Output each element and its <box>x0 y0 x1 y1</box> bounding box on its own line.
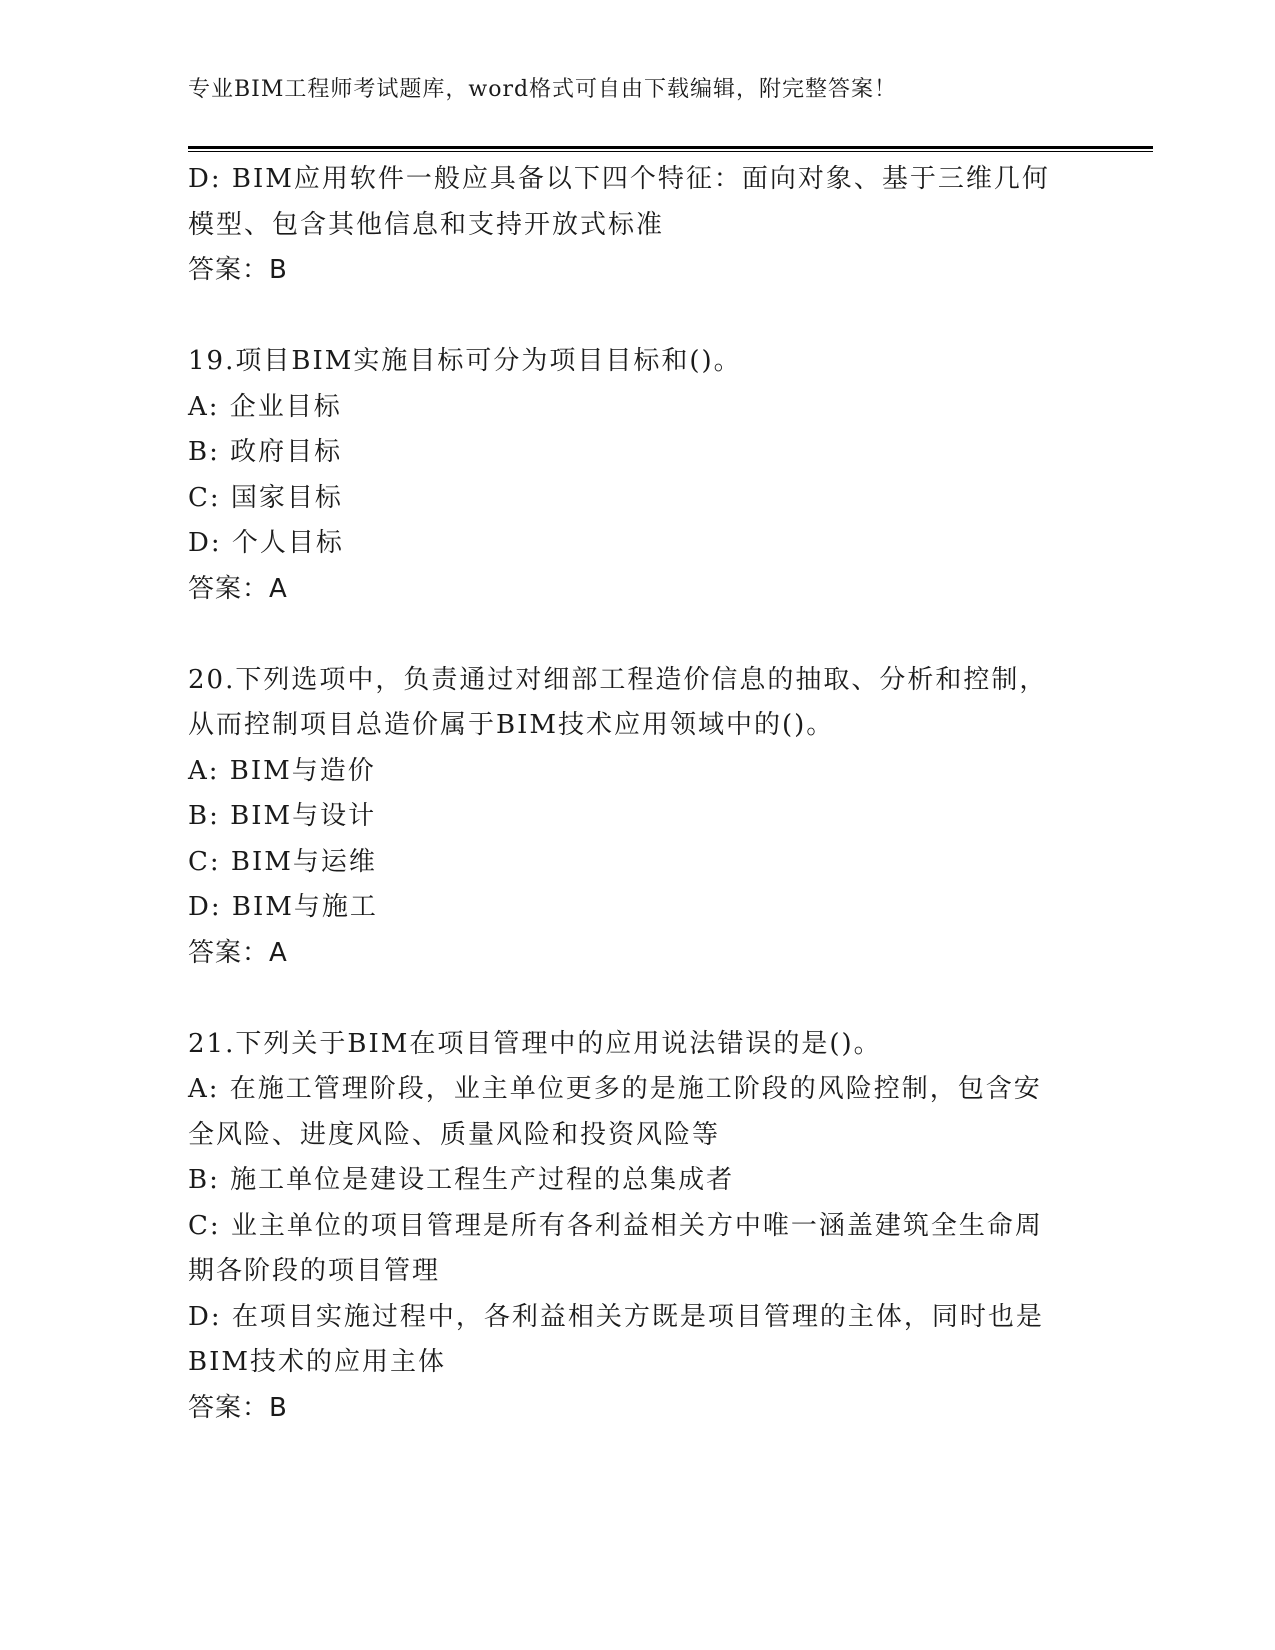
question-block-21 <box>188 1022 1088 1432</box>
option-d: D: 在项目实施过程中，各利益相关方既是项目管理的主体，同时也是 <box>188 1301 1044 1332</box>
page-header: 专业BIM工程师考试题库，word格式可自由下载编辑，附完整答案！ <box>188 77 898 102</box>
block-gap <box>188 294 1088 340</box>
option-a: A: BIM与造价 <box>188 755 376 786</box>
option-line: 模型、包含其他信息和支持开放式标准 <box>188 209 665 240</box>
question-block-19 <box>188 339 1088 612</box>
option-c: C: 业主单位的项目管理是所有各利益相关方中唯一涵盖建筑全生命周 <box>188 1210 1043 1241</box>
answer-line: 答案：A <box>188 937 288 968</box>
block-gap <box>188 612 1088 658</box>
option-c: C: BIM与运维 <box>188 846 377 877</box>
answer-line: 答案：B <box>188 1392 288 1423</box>
option-line: D: BIM应用软件一般应具备以下四个特征：面向对象、基于三维几何 <box>188 164 1050 194</box>
header-rule-thin <box>188 151 1153 152</box>
option-d: BIM技术的应用主体 <box>188 1347 446 1377</box>
question-stem: 21.下列关于BIM在项目管理中的应用说法错误的是()。 <box>188 1028 882 1059</box>
option-d: D: BIM与施工 <box>188 892 378 922</box>
option-b: B: 施工单位是建设工程生产过程的总集成者 <box>188 1165 735 1195</box>
header-rule-thick <box>188 146 1153 149</box>
question-content <box>188 157 1088 1431</box>
question-stem: 19.项目BIM实施目标可分为项目目标和()。 <box>188 346 742 376</box>
option-a: A: 企业目标 <box>188 391 342 422</box>
question-block-20 <box>188 658 1088 977</box>
answer-line: 答案：A <box>188 573 288 604</box>
question-block-18 <box>188 157 1088 294</box>
answer-line: 答案：B <box>188 255 288 285</box>
option-c: 期各阶段的项目管理 <box>188 1256 441 1286</box>
option-d: D: 个人目标 <box>188 528 344 558</box>
question-stem: 20.下列选项中，负责通过对细部工程造价信息的抽取、分析和控制， <box>188 664 1048 695</box>
question-stem: 从而控制项目总造价属于BIM技术应用领域中的()。 <box>188 710 835 740</box>
block-gap <box>188 976 1088 1022</box>
header-rule <box>188 146 1153 152</box>
option-b: B: 政府目标 <box>188 437 343 467</box>
option-a: 全风险、进度风险、质量风险和投资风险等 <box>188 1119 721 1150</box>
option-c: C: 国家目标 <box>188 482 343 513</box>
option-b: B: BIM与设计 <box>188 801 377 831</box>
option-a: A: 在施工管理阶段，业主单位更多的是施工阶段的风险控制，包含安 <box>188 1074 1042 1104</box>
